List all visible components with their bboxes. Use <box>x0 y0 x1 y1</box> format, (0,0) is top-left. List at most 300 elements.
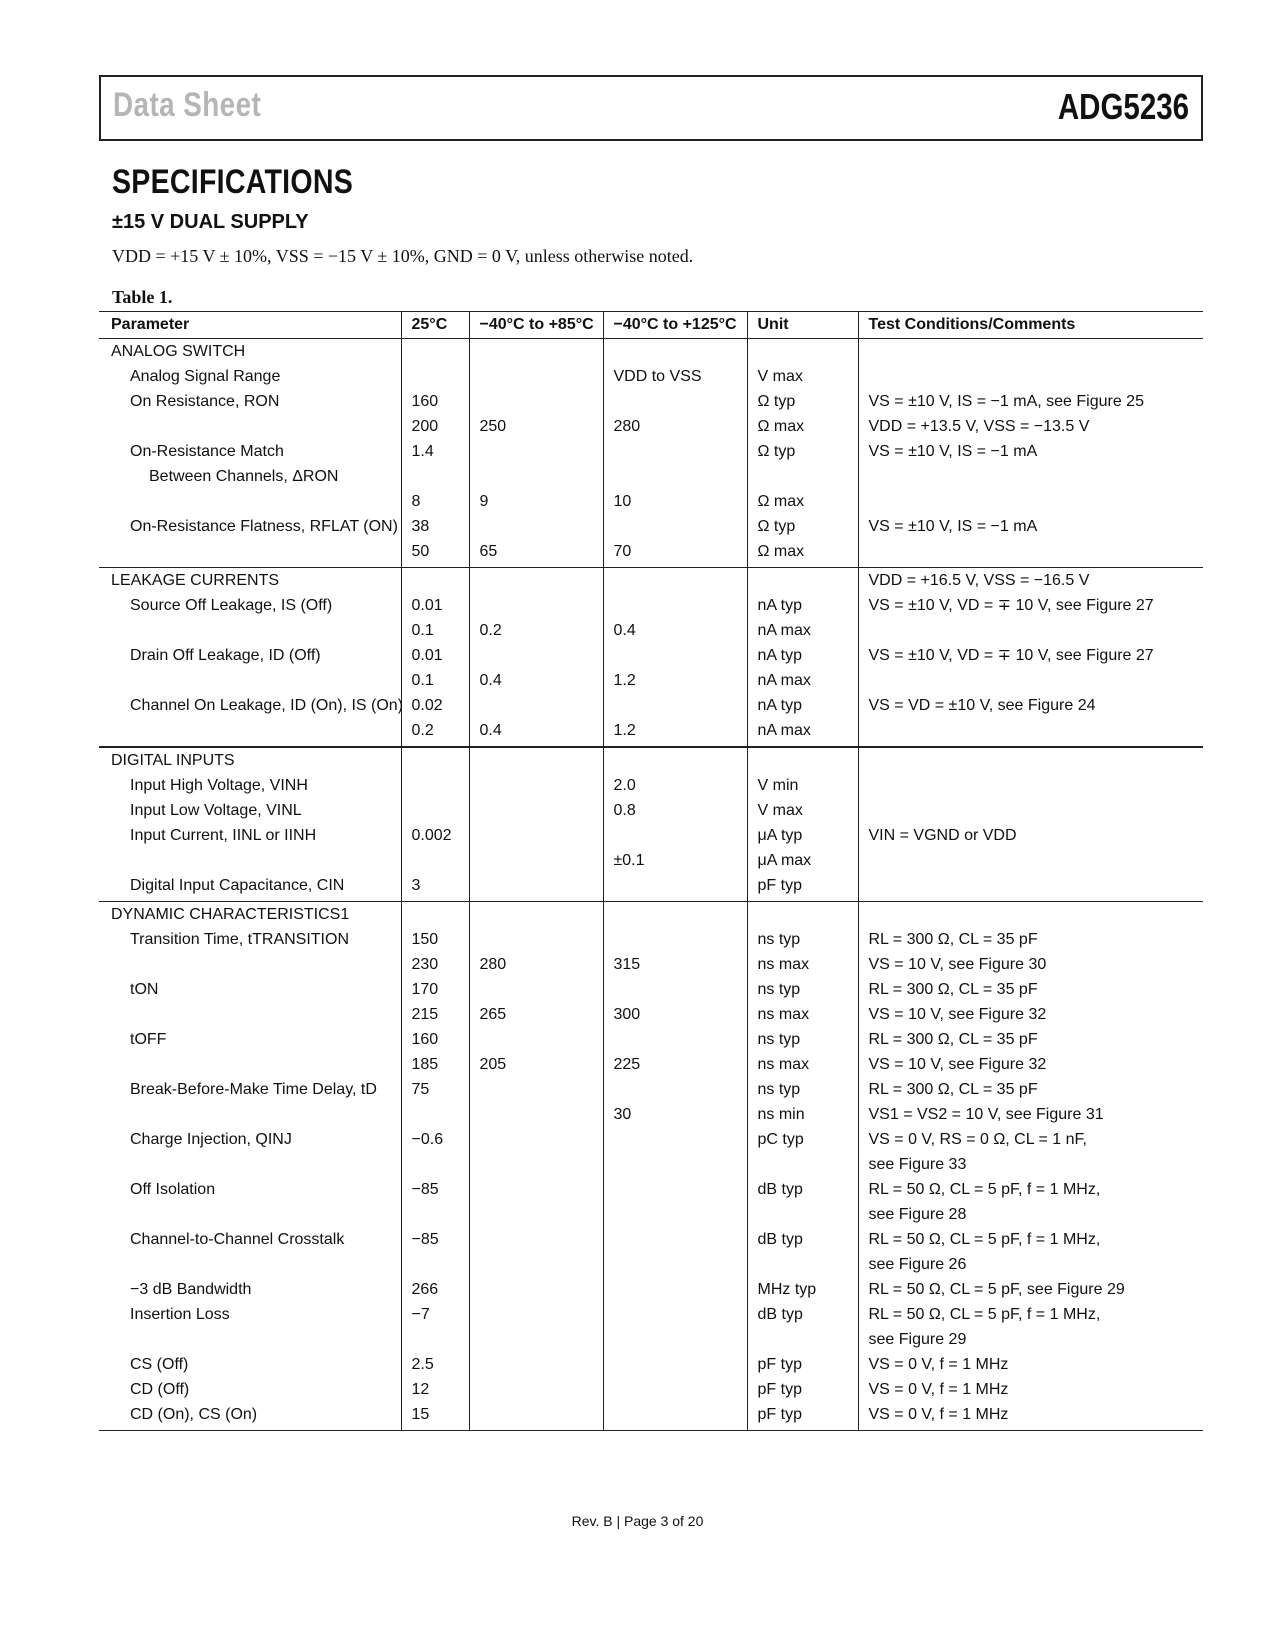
table-cell <box>747 1255 858 1280</box>
parameter-label: CS (Off) <box>130 1356 189 1373</box>
parameter-cell <box>99 1380 401 1405</box>
table-cell: pF typ <box>747 1405 858 1431</box>
table-cell <box>401 902 469 931</box>
page-footer: Rev. B | Page 3 of 20 <box>571 1513 704 1529</box>
table-cell <box>469 1280 603 1305</box>
parameter-label: Source Off Leakage, IS (Off) <box>130 597 333 614</box>
table-cell: Ω max <box>747 417 858 442</box>
parameter-label: Off Isolation <box>130 1181 216 1198</box>
table-cell: RL = 50 Ω, CL = 5 pF, see Figure 29 <box>858 1280 1203 1305</box>
table-cell: VIN = VGND or VDD <box>858 826 1203 851</box>
table-cell: Ω typ <box>747 517 858 542</box>
parameter-cell <box>99 1230 401 1255</box>
parameter-cell <box>99 1280 401 1305</box>
table-cell <box>603 826 747 851</box>
table-cell: Ω max <box>747 492 858 517</box>
parameter-cell <box>99 517 401 542</box>
table-cell <box>401 367 469 392</box>
table-cell <box>469 467 603 492</box>
table-cell: nA typ <box>747 646 858 671</box>
table-cell <box>603 442 747 467</box>
table-cell <box>469 826 603 851</box>
table-row <box>99 671 1203 696</box>
table-cell: 0.4 <box>603 621 747 646</box>
table-cell: nA typ <box>747 696 858 721</box>
table-cell <box>401 467 469 492</box>
parameter-cell <box>99 621 401 646</box>
table-cell <box>747 1205 858 1230</box>
table-cell <box>469 1255 603 1280</box>
table-cell: −0.6 <box>401 1130 469 1155</box>
table-row <box>99 747 1203 776</box>
table-cell <box>858 776 1203 801</box>
table-cell <box>469 747 603 776</box>
parameter-label: Input Low Voltage, VINL <box>130 802 302 819</box>
parameter-label: Between Channels, ΔRON <box>149 468 339 485</box>
table-row <box>99 417 1203 442</box>
table-cell: 170 <box>401 980 469 1005</box>
parameter-cell <box>99 1105 401 1130</box>
table-cell <box>858 801 1203 826</box>
table-cell: VS = 10 V, see Figure 32 <box>858 1005 1203 1030</box>
table-cell <box>469 367 603 392</box>
table-cell: 185 <box>401 1055 469 1080</box>
parameter-cell: DIGITAL INPUTS <box>111 752 235 769</box>
table-cell <box>858 339 1203 368</box>
parameter-cell <box>99 1030 401 1055</box>
table-cell: dB typ <box>747 1305 858 1330</box>
table-row <box>99 876 1203 902</box>
table-cell: see Figure 28 <box>858 1205 1203 1230</box>
table-cell <box>603 1030 747 1055</box>
table-row <box>99 1180 1203 1205</box>
parameter-cell <box>99 671 401 696</box>
parameter-cell <box>99 1205 401 1230</box>
table-cell: 160 <box>401 1030 469 1055</box>
table-cell: 10 <box>603 492 747 517</box>
table-row <box>99 467 1203 492</box>
parameter-cell <box>99 1130 401 1155</box>
table-cell <box>469 339 603 368</box>
table-cell: 266 <box>401 1280 469 1305</box>
table-row <box>99 1205 1203 1230</box>
table-cell <box>401 1330 469 1355</box>
table-cell <box>603 930 747 955</box>
table-cell: VDD to VSS <box>603 367 747 392</box>
table-cell: dB typ <box>747 1230 858 1255</box>
table-cell: nA max <box>747 671 858 696</box>
table-row <box>99 1330 1203 1355</box>
table-cell <box>603 747 747 776</box>
parameter-label: Transition Time, tTRANSITION <box>130 931 349 948</box>
table-cell <box>858 902 1203 931</box>
table-cell <box>401 568 469 597</box>
table-cell <box>603 1280 747 1305</box>
parameter-cell <box>99 1305 401 1330</box>
table-cell: V max <box>747 367 858 392</box>
table-cell: 205 <box>469 1055 603 1080</box>
table-cell: 300 <box>603 1005 747 1030</box>
table-cell: 30 <box>603 1105 747 1130</box>
table-cell <box>469 1330 603 1355</box>
column-header: Parameter <box>99 312 401 339</box>
table-row <box>99 339 1203 368</box>
table-row <box>99 442 1203 467</box>
table-cell: 0.2 <box>401 721 469 747</box>
table-cell: RL = 300 Ω, CL = 35 pF <box>858 1080 1203 1105</box>
table-cell <box>469 1405 603 1431</box>
table-cell <box>858 671 1203 696</box>
table-cell <box>603 1355 747 1380</box>
section-title: SPECIFICATIONS <box>112 163 354 201</box>
table-cell: 0.01 <box>401 596 469 621</box>
table-cell: 315 <box>603 955 747 980</box>
table-caption: Table 1. <box>112 287 173 307</box>
table-cell: V max <box>747 801 858 826</box>
table-cell: 200 <box>401 417 469 442</box>
table-cell <box>747 902 858 931</box>
table-row <box>99 1105 1203 1130</box>
table-row <box>99 801 1203 826</box>
intro-conditions: VDD = +15 V ± 10%, VSS = −15 V ± 10%, GND = 0 V, unless otherwise noted. <box>112 246 694 266</box>
table-cell: pF typ <box>747 876 858 902</box>
table-cell: nA max <box>747 621 858 646</box>
table-row <box>99 492 1203 517</box>
table-cell: VS = ±10 V, IS = −1 mA <box>858 517 1203 542</box>
table-cell: VS = 0 V, f = 1 MHz <box>858 1380 1203 1405</box>
table-cell <box>747 1155 858 1180</box>
table-cell <box>469 1105 603 1130</box>
table-cell <box>747 467 858 492</box>
table-cell: ±0.1 <box>603 851 747 876</box>
table-cell: 150 <box>401 930 469 955</box>
parameter-cell <box>99 1080 401 1105</box>
specifications-table <box>99 311 1203 1431</box>
parameter-cell <box>99 955 401 980</box>
header-part-number: ADG5236 <box>1057 86 1189 127</box>
table-cell <box>603 876 747 902</box>
table-cell <box>469 517 603 542</box>
table-cell: 15 <box>401 1405 469 1431</box>
table-cell: 2.5 <box>401 1355 469 1380</box>
parameter-label: Channel On Leakage, ID (On), IS (On) <box>130 697 404 714</box>
parameter-cell <box>99 1405 401 1431</box>
table-cell: RL = 50 Ω, CL = 5 pF, f = 1 MHz, <box>858 1230 1203 1255</box>
table-cell: 0.2 <box>469 621 603 646</box>
table-cell <box>858 367 1203 392</box>
parameter-label: CD (Off) <box>130 1381 190 1398</box>
table-cell <box>603 339 747 368</box>
table-cell: 250 <box>469 417 603 442</box>
table-cell: 0.02 <box>401 696 469 721</box>
table-cell <box>401 1205 469 1230</box>
table-cell: Ω typ <box>747 392 858 417</box>
table-cell <box>747 1330 858 1355</box>
table-row <box>99 621 1203 646</box>
table-cell: 160 <box>401 392 469 417</box>
table-row <box>99 851 1203 876</box>
table-cell: VS = ±10 V, IS = −1 mA <box>858 442 1203 467</box>
parameter-cell <box>99 646 401 671</box>
table-cell <box>469 1230 603 1255</box>
table-row <box>99 1155 1203 1180</box>
parameter-cell <box>99 1155 401 1180</box>
table-row <box>99 1055 1203 1080</box>
parameter-cell <box>99 696 404 721</box>
table-cell <box>401 801 469 826</box>
table-cell <box>603 1205 747 1230</box>
table-cell <box>469 696 603 721</box>
table-row <box>99 826 1203 851</box>
table-cell: 0.1 <box>401 671 469 696</box>
table-cell: VS = 10 V, see Figure 32 <box>858 1055 1203 1080</box>
table-row <box>99 1080 1203 1105</box>
table-cell: RL = 300 Ω, CL = 35 pF <box>858 930 1203 955</box>
table-cell: −85 <box>401 1230 469 1255</box>
table-cell: VS = 0 V, f = 1 MHz <box>858 1405 1203 1431</box>
table-cell: 280 <box>603 417 747 442</box>
table-cell <box>469 1130 603 1155</box>
parameter-cell <box>99 980 401 1005</box>
table-cell <box>469 776 603 801</box>
table-cell: pC typ <box>747 1130 858 1155</box>
table-cell <box>469 1205 603 1230</box>
parameter-cell <box>99 1180 401 1205</box>
table-cell <box>603 1380 747 1405</box>
column-header: −40°C to +125°C <box>603 312 747 339</box>
table-row <box>99 517 1203 542</box>
table-row <box>99 1280 1203 1305</box>
table-cell <box>469 1155 603 1180</box>
table-cell <box>469 902 603 931</box>
table-cell: ns typ <box>747 1030 858 1055</box>
table-row <box>99 1305 1203 1330</box>
table-cell: 9 <box>469 492 603 517</box>
table-cell <box>401 339 469 368</box>
table-cell: 12 <box>401 1380 469 1405</box>
table-row <box>99 1230 1203 1255</box>
table-cell: 1.4 <box>401 442 469 467</box>
table-cell: 75 <box>401 1080 469 1105</box>
table-cell <box>469 392 603 417</box>
table-cell: dB typ <box>747 1180 858 1205</box>
parameter-cell <box>99 876 401 902</box>
parameter-label: Analog Signal Range <box>130 368 281 385</box>
table-cell: 265 <box>469 1005 603 1030</box>
table-cell <box>469 646 603 671</box>
parameter-cell <box>99 367 401 392</box>
column-header: −40°C to +85°C <box>469 312 603 339</box>
table-row <box>99 1355 1203 1380</box>
parameter-cell <box>99 776 401 801</box>
table-cell: Ω typ <box>747 442 858 467</box>
table-cell <box>603 1130 747 1155</box>
parameter-label: tON <box>130 981 159 998</box>
table-cell: ns min <box>747 1105 858 1130</box>
parameter-cell <box>99 721 401 747</box>
parameter-cell <box>99 467 401 492</box>
table-cell: VS = VD = ±10 V, see Figure 24 <box>858 696 1203 721</box>
table-cell: 2.0 <box>603 776 747 801</box>
parameter-label: On-Resistance Match <box>130 443 284 460</box>
table-cell <box>858 747 1203 776</box>
table-cell: pF typ <box>747 1355 858 1380</box>
table-cell <box>603 1230 747 1255</box>
table-cell <box>603 568 747 597</box>
table-cell: 8 <box>401 492 469 517</box>
table-cell <box>603 1305 747 1330</box>
parameter-cell <box>99 930 401 955</box>
table-cell <box>603 1155 747 1180</box>
table-cell <box>858 876 1203 902</box>
table-cell: Ω max <box>747 542 858 568</box>
table-cell <box>469 1305 603 1330</box>
parameter-label: On Resistance, RON <box>130 393 280 410</box>
table-cell: 70 <box>603 542 747 568</box>
parameter-label: −3 dB Bandwidth <box>130 1281 252 1298</box>
table-cell: 230 <box>401 955 469 980</box>
table-cell: 3 <box>401 876 469 902</box>
table-cell <box>858 621 1203 646</box>
table-cell <box>469 442 603 467</box>
parameter-label: Digital Input Capacitance, CIN <box>130 877 345 894</box>
table-cell <box>469 1030 603 1055</box>
table-cell: 225 <box>603 1055 747 1080</box>
table-cell <box>603 1255 747 1280</box>
table-cell <box>401 1255 469 1280</box>
table-cell: 0.1 <box>401 621 469 646</box>
table-cell <box>747 568 858 597</box>
table-cell: μA typ <box>747 826 858 851</box>
table-cell <box>858 492 1203 517</box>
table-header-row <box>99 312 1203 339</box>
subsection-title: ±15 V DUAL SUPPLY <box>112 211 309 233</box>
table-cell <box>603 1330 747 1355</box>
table-cell: ns typ <box>747 1080 858 1105</box>
table-cell <box>401 747 469 776</box>
table-cell <box>603 517 747 542</box>
table-cell: 38 <box>401 517 469 542</box>
table-cell: 0.002 <box>401 826 469 851</box>
parameter-cell <box>99 1355 401 1380</box>
table-row <box>99 542 1203 568</box>
parameter-cell: ANALOG SWITCH <box>111 343 246 360</box>
table-cell <box>469 930 603 955</box>
table-row <box>99 1030 1203 1055</box>
table-cell: ns max <box>747 1055 858 1080</box>
table-cell <box>469 980 603 1005</box>
table-cell: VS = 0 V, RS = 0 Ω, CL = 1 nF, <box>858 1130 1203 1155</box>
table-cell: RL = 300 Ω, CL = 35 pF <box>858 1030 1203 1055</box>
table-cell: VS1 = VS2 = 10 V, see Figure 31 <box>858 1105 1203 1130</box>
parameter-label: tOFF <box>130 1031 167 1048</box>
table-cell: ns typ <box>747 980 858 1005</box>
parameter-cell <box>99 392 401 417</box>
table-cell: 280 <box>469 955 603 980</box>
table-row <box>99 696 1203 721</box>
parameter-label: Insertion Loss <box>130 1306 230 1323</box>
table-cell: 0.01 <box>401 646 469 671</box>
table-cell <box>469 876 603 902</box>
parameter-cell <box>99 801 401 826</box>
table-cell: RL = 50 Ω, CL = 5 pF, f = 1 MHz, <box>858 1180 1203 1205</box>
table-cell <box>858 721 1203 747</box>
parameter-label: CD (On), CS (On) <box>130 1406 258 1423</box>
table-cell <box>858 467 1203 492</box>
table-row <box>99 1405 1203 1431</box>
parameter-cell <box>99 492 401 517</box>
table-cell <box>469 1355 603 1380</box>
parameter-cell <box>99 1055 401 1080</box>
parameter-cell <box>99 1005 401 1030</box>
table-cell: ns max <box>747 955 858 980</box>
table-cell: μA max <box>747 851 858 876</box>
parameter-cell <box>99 1255 401 1280</box>
table-cell <box>603 646 747 671</box>
table-row <box>99 980 1203 1005</box>
parameter-cell: DYNAMIC CHARACTERISTICS1 <box>111 906 350 923</box>
table-cell <box>469 1380 603 1405</box>
table-row <box>99 392 1203 417</box>
table-cell: RL = 50 Ω, CL = 5 pF, f = 1 MHz, <box>858 1305 1203 1330</box>
table-row <box>99 1130 1203 1155</box>
table-row <box>99 596 1203 621</box>
parameter-cell <box>99 826 401 851</box>
table-cell <box>603 1405 747 1431</box>
table-cell <box>747 339 858 368</box>
table-cell <box>401 1105 469 1130</box>
table-cell: VS = ±10 V, VD = ∓ 10 V, see Figure 27 <box>858 596 1203 621</box>
table-cell: V min <box>747 776 858 801</box>
parameter-cell <box>99 417 401 442</box>
table-row <box>99 568 1203 597</box>
column-header: Test Conditions/Comments <box>858 312 1203 339</box>
table-cell: MHz typ <box>747 1280 858 1305</box>
table-cell <box>858 851 1203 876</box>
table-cell <box>469 801 603 826</box>
parameter-label: Drain Off Leakage, ID (Off) <box>130 647 321 664</box>
table-cell: VS = 10 V, see Figure 30 <box>858 955 1203 980</box>
table-cell: 65 <box>469 542 603 568</box>
table-row <box>99 721 1203 747</box>
table-cell <box>469 1180 603 1205</box>
table-cell: 0.8 <box>603 801 747 826</box>
table-cell <box>603 1180 747 1205</box>
table-cell: see Figure 29 <box>858 1330 1203 1355</box>
table-row <box>99 1255 1203 1280</box>
table-row <box>99 1005 1203 1030</box>
table-cell <box>603 980 747 1005</box>
table-cell: ns typ <box>747 930 858 955</box>
parameter-label: Break-Before-Make Time Delay, tD <box>130 1081 377 1098</box>
table-cell: 0.4 <box>469 671 603 696</box>
parameter-cell <box>99 596 401 621</box>
table-cell <box>469 596 603 621</box>
table-cell: nA max <box>747 721 858 747</box>
table-cell: 0.4 <box>469 721 603 747</box>
table-cell <box>603 696 747 721</box>
table-cell <box>469 568 603 597</box>
parameter-cell <box>99 1330 401 1355</box>
table-cell: 1.2 <box>603 671 747 696</box>
parameter-label: Channel-to-Channel Crosstalk <box>130 1231 345 1248</box>
table-cell <box>858 542 1203 568</box>
parameter-label: Input Current, IINL or IINH <box>130 827 317 844</box>
table-cell <box>401 776 469 801</box>
table-cell: 215 <box>401 1005 469 1030</box>
table-cell: see Figure 33 <box>858 1155 1203 1180</box>
table-cell <box>603 1080 747 1105</box>
